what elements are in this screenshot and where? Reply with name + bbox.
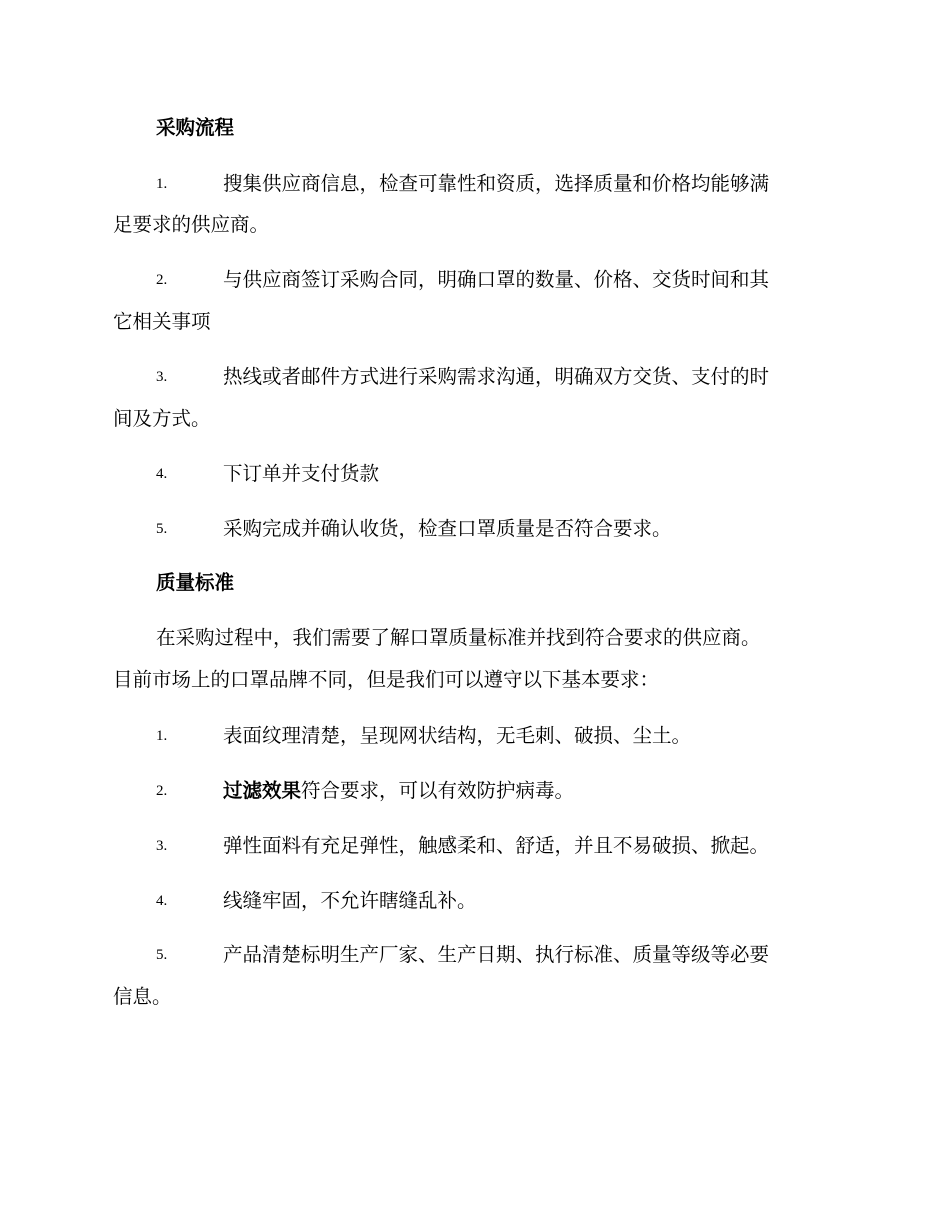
list-item-continuation: 足要求的供应商。 (113, 213, 270, 236)
list-number: 4. (156, 893, 168, 909)
list-item-continuation: 间及方式。 (113, 407, 211, 430)
list-item-text: 产品清楚标明生产厂家、生产日期、执行标准、质量等级等必要 (223, 943, 770, 966)
list-number: 5. (156, 521, 168, 537)
list-item-continuation: 它相关事项 (113, 310, 211, 333)
list-item-rest: 符合要求，可以有效防护病毒。 (301, 779, 575, 802)
list-item-text: 下订单并支付货款 (223, 462, 380, 485)
list-number: 2. (156, 272, 168, 288)
list-number: 3. (156, 838, 168, 854)
list-number: 2. (156, 783, 168, 799)
quality-item-5 (0, 943, 950, 967)
list-item-text: 热线或者邮件方式进行采购需求沟通，明确双方交货、支付的时 (223, 365, 770, 388)
bold-term: 过滤效果 (223, 779, 302, 802)
procurement-item-2 (0, 268, 950, 292)
section-heading-quality: 质量标准 (156, 571, 235, 594)
list-number: 1. (156, 728, 168, 744)
intro-paragraph-line2: 目前市场上的口罩品牌不同，但是我们可以遵守以下基本要求： (113, 668, 660, 691)
quality-item-1 (0, 724, 950, 748)
list-item-continuation: 信息。 (113, 985, 172, 1008)
list-item-text: 线缝牢固，不允许瞎缝乱补。 (223, 889, 477, 912)
quality-item-4 (0, 889, 950, 913)
list-number: 5. (156, 947, 168, 963)
section-heading-procurement: 采购流程 (156, 116, 235, 139)
procurement-item-4 (0, 462, 950, 486)
list-item-text: 与供应商签订采购合同，明确口罩的数量、价格、交货时间和其 (223, 268, 770, 291)
list-number: 4. (156, 466, 168, 482)
list-item-text: 搜集供应商信息，检查可靠性和资质，选择质量和价格均能够满 (223, 172, 770, 195)
list-number: 3. (156, 369, 168, 385)
list-item-text (223, 779, 574, 803)
quality-item-3 (0, 834, 950, 858)
procurement-item-5 (0, 517, 950, 541)
list-item-text: 弹性面料有充足弹性，触感柔和、舒适，并且不易破损、掀起。 (223, 834, 770, 857)
intro-paragraph-line1: 在采购过程中，我们需要了解口罩质量标准并找到符合要求的供应商。 (156, 626, 761, 649)
procurement-item-1 (0, 172, 950, 196)
list-item-text: 表面纹理清楚，呈现网状结构，无毛刺、破损、尘土。 (223, 724, 692, 747)
list-number: 1. (156, 176, 168, 192)
procurement-item-3 (0, 365, 950, 389)
list-item-text: 采购完成并确认收货，检查口罩质量是否符合要求。 (223, 517, 672, 540)
quality-item-2 (0, 779, 950, 803)
